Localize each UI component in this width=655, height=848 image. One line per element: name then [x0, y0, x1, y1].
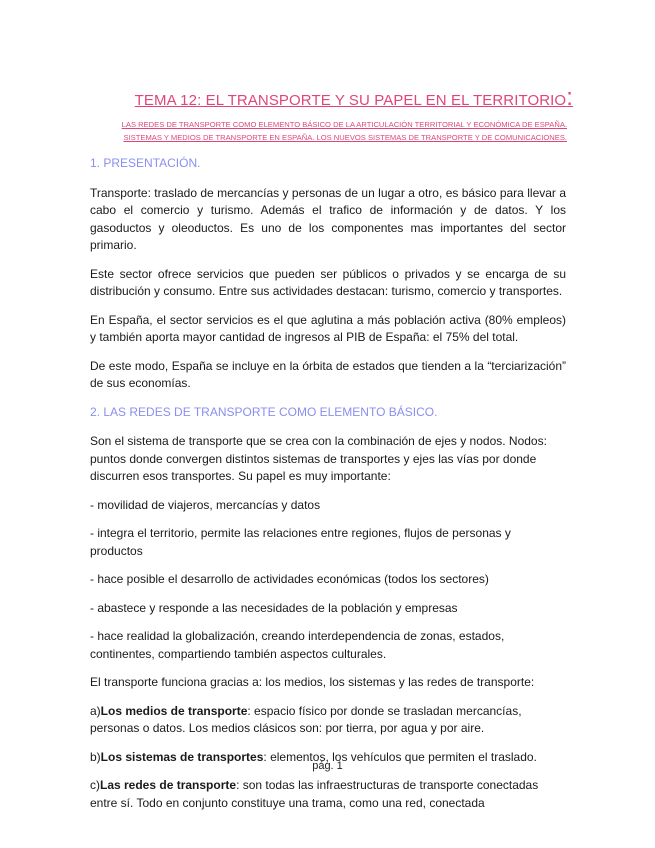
- document-body: [90, 155, 566, 823]
- paragraph: Transporte: traslado de mercancías y personas de un lugar a otro, es básico para llevar a cabo el comercio y turismo. Además el trafico de información y de datos. Y los gasoductos y oleoductos. Es uno de los componentes mas importantes del sector primario.: [90, 185, 566, 252]
- item-text: : son todas las infraestructuras de transporte conectadas entre sí. Todo en conjunto constituye una trama, como una red, conectada: [90, 778, 539, 810]
- definition-item: [90, 703, 566, 738]
- list-item: - integra el territorio, permite las relaciones entre regiones, flujos de personas y productos: [90, 526, 511, 558]
- item-text: : espacio físico por donde se trasladan mercancías, personas o datos. Los medios clásicos son: por tierra, por agua y por aire.: [90, 703, 522, 735]
- paragraph: De este modo, España se incluye en la órbita de estados que tienden a la “terciarización” de sus economías.: [90, 358, 566, 390]
- section-heading-redes: 2. LAS REDES DE TRANSPORTE COMO ELEMENTO BÁSICO.: [90, 404, 438, 419]
- document-title: [134, 84, 573, 111]
- item-prefix: c): [90, 778, 100, 792]
- paragraph: Este sector ofrece servicios que pueden ser públicos o privados y se encarga de su distribución y consumo. Entre sus actividades destacan: turismo, comercio y transportes.: [90, 266, 566, 298]
- section-heading-presentacion: 1. PRESENTACIÓN.: [90, 156, 201, 170]
- list-item: - movilidad de viajeros, mercancías y datos: [90, 497, 321, 512]
- subtitle-line-2: SISTEMAS Y MEDIOS DE TRANSPORTE EN ESPAÑA. LOS NUEVOS SISTEMAS DE TRANSPORTE Y DE COMUNICACIONES.: [123, 133, 567, 142]
- paragraph: El transporte funciona gracias a: los medios, los sistemas y las redes de transporte:: [90, 675, 535, 689]
- subtitle-line-1: LAS REDES DE TRANSPORTE COMO ELEMENTO BÁSICO DE LA ARTICULACIÓN TERRITORIAL Y ECONÓMICA DE ESPAÑA.: [121, 120, 567, 129]
- item-prefix: a): [90, 703, 101, 718]
- list-item: - hace posible el desarrollo de actividades económicas (todos los sectores): [90, 572, 489, 586]
- list-item: - abastece y responde a las necesidades de la población y empresas: [90, 600, 458, 615]
- item-term: Los medios de transporte: [100, 703, 248, 718]
- document-subtitle: [87, 118, 567, 144]
- item-term: Las redes de transporte: [100, 778, 237, 792]
- definition-item: [90, 777, 566, 812]
- page-number: pág. 1: [312, 760, 343, 772]
- item-prefix: b): [90, 749, 101, 764]
- item-text: : elementos, los vehículos que permiten el traslado.: [263, 749, 537, 764]
- item-term: Los sistemas de transportes: [100, 749, 264, 764]
- title-colon: :: [566, 84, 573, 111]
- paragraph: Son el sistema de transporte que se crea con la combinación de ejes y nodos. Nodos: puntos donde convergen distintos sistemas de transportes y ejes las vías por donde discurren esos transportes. Su papel es muy importante:: [90, 434, 547, 483]
- title-text: TEMA 12: EL TRANSPORTE Y SU PAPEL EN EL TERRITORIO: [134, 92, 567, 109]
- paragraph: En España, el sector servicios es el que aglutina a más población activa (80% empleos) y también aporta mayor cantidad de ingresos al PIB de España: el 75% del total.: [90, 312, 566, 344]
- list-item: - hace realidad la globalización, creando interdependencia de zonas, estados, continentes, compartiendo también aspectos culturales.: [90, 629, 505, 661]
